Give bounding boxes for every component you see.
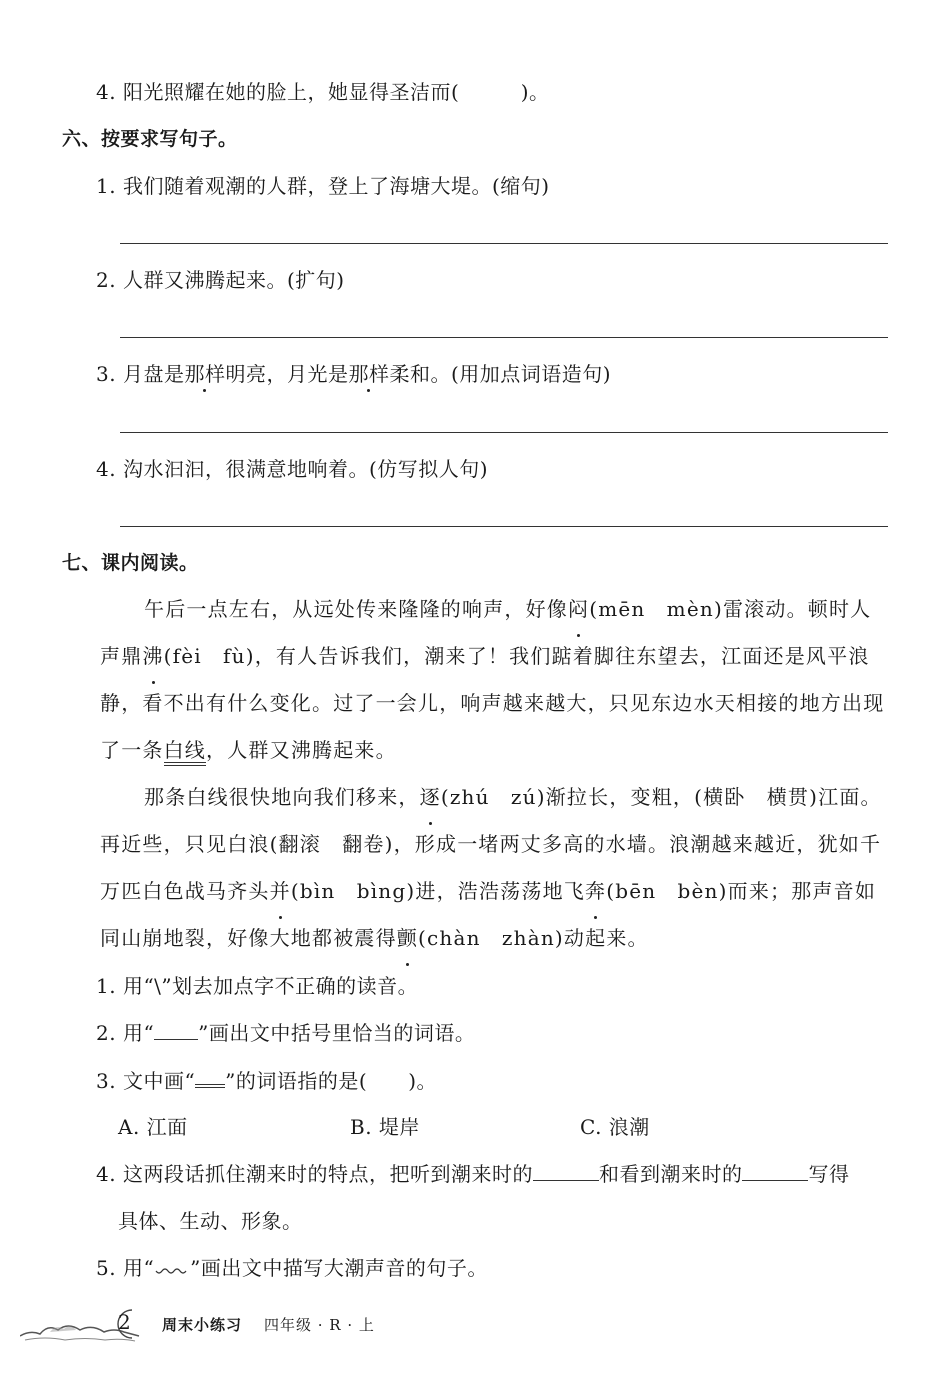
answer-line-q3[interactable] <box>120 432 888 433</box>
book-title: 周末小练习 <box>162 1316 243 1334</box>
section7-q5: 5. 用“ ”画出文中描写大潮声音的句子。 <box>96 1256 488 1280</box>
wavy-underline-sample <box>154 1257 190 1275</box>
page-footer <box>0 1300 400 1350</box>
double-underlined-word: 白线 <box>164 738 206 766</box>
option-c[interactable]: C. 浪潮 <box>580 1115 650 1139</box>
section5-item4: 4. 阳光照耀在她的脸上，她显得圣洁而( )。 <box>96 80 550 104</box>
section6-title: 六、按要求写句子。 <box>62 128 238 150</box>
answer-line-q2[interactable] <box>120 337 888 338</box>
section7-q4-cont: 具体、生动、形象。 <box>118 1209 303 1233</box>
section7-q3: 3. 文中画“ ”的词语指的是( )。 <box>96 1066 437 1095</box>
dotted-char-fei: 沸 <box>142 633 163 680</box>
section6-q1: 1. 我们随着观潮的人群，登上了海塘大堤。(缩句) <box>96 174 550 198</box>
fill-blank-2[interactable] <box>742 1160 808 1181</box>
section7-q4: 4. 这两段话抓住潮来时的特点，把听到潮来时的 和看到潮来时的 写得 <box>96 1162 850 1186</box>
grade-label: 四年级 · R · 上 <box>264 1316 375 1334</box>
answer-line-q4[interactable] <box>120 526 888 527</box>
dotted-char-chan: 颤 <box>397 915 418 962</box>
section6-q4: 4. 沟水汩汩，很满意地响着。(仿写拟人句) <box>96 457 489 481</box>
section6-q3: 3. 月盘是那样明亮，月光是那样柔和。(用加点词语造句) <box>96 362 612 386</box>
fill-blank-1[interactable] <box>533 1160 599 1181</box>
option-b[interactable]: B. 堤岸 <box>350 1115 420 1139</box>
dotted-word-2: 那样 <box>348 362 390 386</box>
reading-paragraph-2: 那条白线很快地向我们移来，逐(zhú zú)渐拉长，变粗，(横卧 横贯)江面。再近些，只见白浪(翻滚 翻卷)，形成一堵两丈多高的水墙。浪潮越来越近，犹如千万匹白色战马齐头并(bìn bìng)进，浩浩荡荡地飞奔(bēn bèn)而来；那声音如同山崩地裂，好像大地都被震得颤(chàn zhàn)动起来。 <box>100 774 890 962</box>
answer-line-q1[interactable] <box>120 243 888 244</box>
dotted-char-ben: 奔 <box>585 868 606 915</box>
section7-q2: 2. 用“ ”画出文中括号里恰当的词语。 <box>96 1021 476 1045</box>
option-a[interactable]: A. 江面 <box>118 1115 188 1139</box>
dotted-char-bing: 并 <box>270 868 291 915</box>
section7-title: 七、课内阅读。 <box>62 552 199 574</box>
dotted-word-1: 那样 <box>184 362 226 386</box>
section6-q2: 2. 人群又沸腾起来。(扩句) <box>96 268 345 292</box>
section7-q1: 1. 用“\”划去加点字不正确的读音。 <box>96 974 419 998</box>
dotted-char-men: 闷 <box>568 586 589 633</box>
page-number: 2 <box>118 1310 131 1334</box>
single-underline-sample <box>154 1021 198 1040</box>
reading-paragraph-1: 午后一点左右，从远处传来隆隆的响声，好像闷(mēn mèn)雷滚动。顿时人声鼎沸(fèi fù)，有人告诉我们，潮来了！我们踮着脚往东望去，江面还是风平浪静，看不出有什么变化。过了一会儿，响声越来越大，只见东边水天相接的地方出现了一条白线，人群又沸腾起来。 <box>100 586 890 774</box>
double-underline-sample <box>195 1066 225 1088</box>
dotted-char-zhu: 逐 <box>420 774 441 821</box>
